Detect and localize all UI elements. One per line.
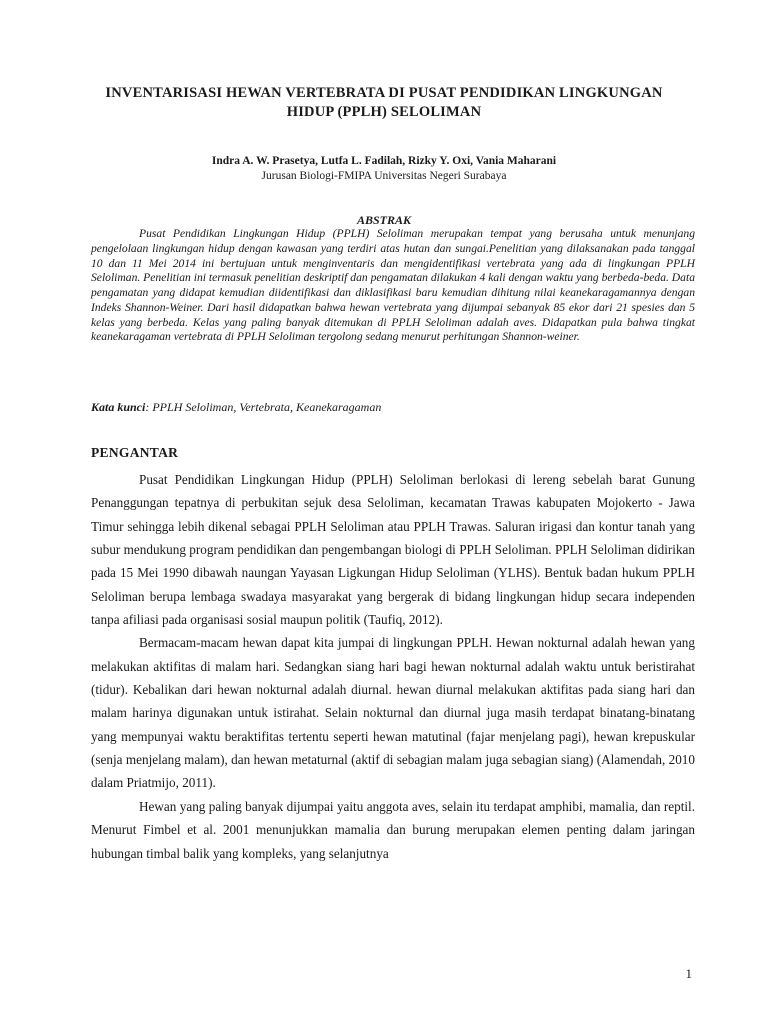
body-text — [91, 468, 695, 865]
body-paragraph-3: Hewan yang paling banyak dijumpai yaitu anggota aves, selain itu terdapat amphibi, mamalia, dan reptil. Menurut Fimbel et al. 2001 menunjukkan mamalia dan burung merupakan elemen penting dalam jaringan hubungan timbal balik yang kompleks, yang selanjutnya — [91, 798, 695, 861]
author-list: Indra A. W. Prasetya, Lutfa L. Fadilah, Rizky Y. Oxi, Vania Maharani — [211, 155, 557, 167]
page-number: 1 — [685, 966, 692, 981]
section-heading: PENGANTAR — [91, 445, 179, 460]
keywords-label: Kata kunci — [91, 400, 146, 414]
abstract-heading: ABSTRAK — [356, 213, 412, 227]
body-paragraph-2: Bermacam-macam hewan dapat kita jumpai di lingkungan PPLH. Hewan nokturnal adalah hewan yang melakukan aktifitas di malam hari. Sedangkan siang hari bagi hewan nokturnal adalah waktu untuk beristirahat (tidur). Kebalikan dari hewan nokturnal adalah diurnal. hewan diurnal melakukan aktifitas pada siang hari dan malam harinya digunakan untuk istirahat. Selain nokturnal dan diurnal juga masih terdapat binatang-binatang yang mempunyai waktu beraktifitas tertentu seperti hewan matutinal (fajar menjelang pagi), hewan krepuskular (senja menjelang malam), dan hewan metaturnal (aktif di sebagian malam juga sebagian siang) (Alamendah, 2010 dalam Priatmijo, 2011). — [91, 635, 695, 791]
keywords-text: : PPLH Seloliman, Vertebrata, Keanekaragaman — [145, 400, 382, 414]
keywords — [91, 400, 695, 415]
paper-title: INVENTARISASI HEWAN VERTEBRATA DI PUSAT PENDIDIKAN LINGKUNGAN HIDUP (PPLH) SELOLIMAN — [105, 85, 663, 120]
author-affiliation: Jurusan Biologi-FMIPA Universitas Negeri Surabaya — [261, 170, 507, 182]
abstract-text: Pusat Pendidikan Lingkungan Hidup (PPLH) Seloliman merupakan tempat yang berusaha untuk menunjang pengelolaan lingkungan hidup dengan kawasan yang terdiri atas hutan dan sungai.Penelitian yang dilaksanakan pada tanggal 10 dan 11 Mei 2014 ini bertujuan untuk menginventaris dan mengidentifikasi vertebrata yang ada di lingkungan PPLH Seloliman. Penelitian ini termasuk penelitian deskriptif dan pengamatan dilakukan 4 kali dengan waktu yang berbeda-beda. Data pengamatan yang didapat kemudian diidentifikasi dan diklasifikasi baru kemudian dihitung nilai keanekaragamannya dengan Indeks Shannon-Weiner. Dari hasil didapatkan bahwa hewan vertebrata yang dijumpai sebanyak 85 ekor dari 21 spesies dan 5 kelas yang berbeda. Kelas yang paling banyak ditemukan di PPLH Seloliman adalah aves. Didapatkan pula bahwa tingkat keanekaragaman vertebrata di PPLH Seloliman tergolong sedang menurut perhitungan Shannon-weiner. — [91, 227, 695, 344]
body-paragraph-1: Pusat Pendidikan Lingkungan Hidup (PPLH) Seloliman berlokasi di lereng sebelah barat Gunung Penanggungan tepatnya di perbukitan sejuk desa Seloliman, kecamatan Trawas kabupaten Mojokerto - Jawa Timur sehingga lebih dikenal sebagai PPLH Seloliman atau PPLH Trawas. Saluran irigasi dan kontur tanah yang subur mendukung program pendidikan dan pengembangan biologi di PPLH Seloliman. PPLH Seloliman didirikan pada 15 Mei 1990 dibawah naungan Yayasan Ligkungan Hidup Seloliman (YLHS). Bentuk badan hukum PPLH Seloliman berupa lembaga swadaya masyarakat yang bergerak di bidang lingkungan hidup secara independen tanpa afiliasi pada organisasi sosial maupun politik (Taufiq, 2012). — [91, 472, 695, 628]
